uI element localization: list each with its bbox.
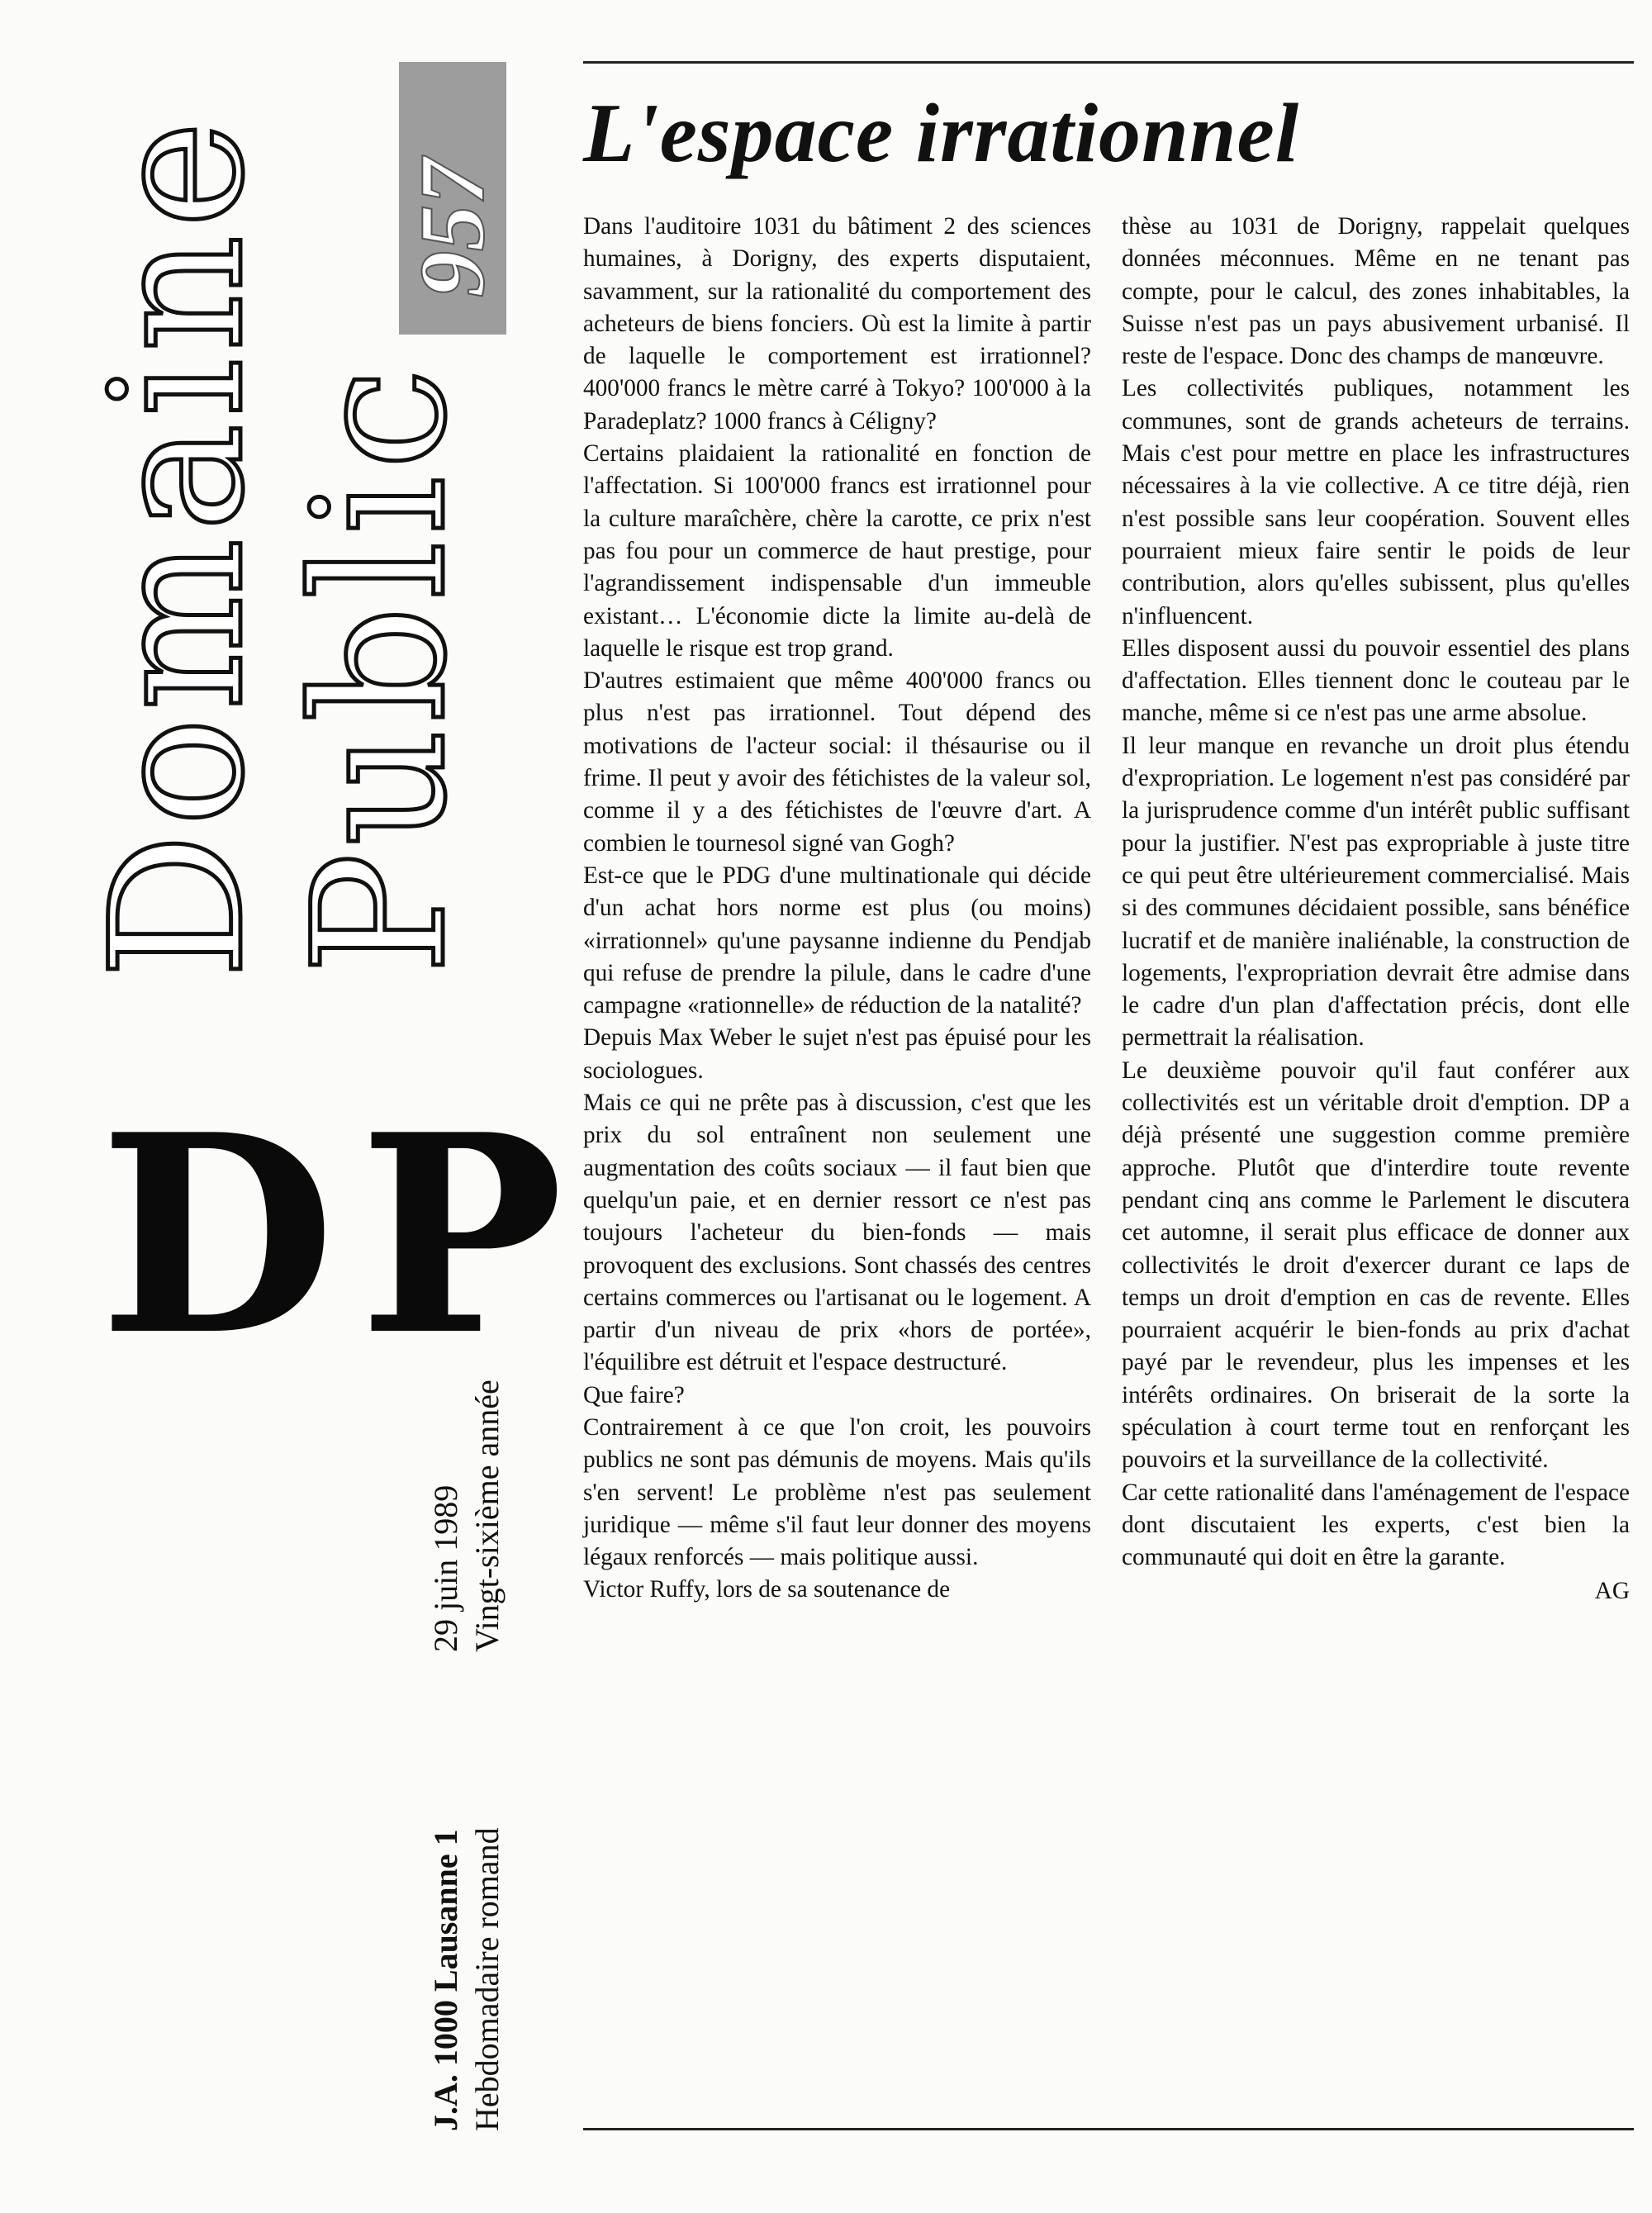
paragraph: Le deuxième pouvoir qu'il faut conférer aux collectivités est un véritable droit d'emption. DP a déjà présenté une suggestion comme première approche. Plutôt que d'interdire toute revente pendant cinq ans comme le Parlement le discutera cet automne, il serait plus efficace de donner aux collectivités le droit d'exercer durant ce laps de temps un droit d'emption en cas de revente. Elles pourraient acquérir le bien-fonds au prix d'achat payé par le revendeur, plus les impenses et les intérêts ordinaires. On briserait de la sorte la spéculation à court terme tout en renforçant les pouvoirs et la surveillance de la collectivité. [1122,1057,1630,1474]
paragraph: Dans l'auditoire 1031 du bâtiment 2 des sciences humaines, à Dorigny, des experts disputaient, savamment, sur la rationalité du comportement des acheteurs de biens fonciers. Où est la limite à partir de laquelle le comportement est irrationnel? 400'000 francs le mètre carré à Tokyo? 100'000 à la Paradeplatz? 1000 francs à Céligny? [583,213,1091,435]
paragraph: Est-ce que le PDG d'une multinationale qui décide d'un achat hors norme est plus (ou moins) «irrationnel» qu'une paysanne indienne du Pendjab qui refuse de prendre la pilule, dans le cadre d'une campagne «rationnelle» de réduction de la natalité? [583,862,1091,1019]
paragraph: Depuis Max Weber le sujet n'est pas épuisé pour les sociologues. [583,1024,1091,1084]
dp-logo: DP [99,1075,587,1395]
article-column-1 [583,211,1091,1607]
paragraph: Victor Ruffy, lors de sa soutenance de [583,1576,951,1603]
paragraph: Contrairement à ce que l'on croit, les pouvoirs publics ne sont pas démunis de moyens. Mais qu'ils s'en servent! Le problème n'est pas seulement juridique — même s'il faut leur donner des moyens légaux renforcés — mais politique aussi. [583,1413,1091,1571]
paragraph: thèse au 1031 de Dorigny, rappelait quelques données méconnues. Même en ne tenant pas compte, pour le calcul, des zones inhabitables, la Suisse n'est pas un pays abusivement urbanisé. Il reste de l'espace. Donc des champs de manœuvre. [1122,213,1630,370]
paragraph: Car cette rationalité dans l'aménagement de l'espace dont discutaient les experts, c'est bien la communauté qui doit en être la garante. [1122,1479,1630,1571]
paragraph: Les collectivités publiques, notamment les communes, sont de grands acheteurs de terrains. Mais c'est pour mettre en place les infrastructures nécessaires à la vie collective. A ce titre déjà, rien n'est possible sans leur coopération. Souvent elles pourraient mieux faire sentir le poids de leur contribution, alors qu'elles subissent, plus qu'elles n'influencent. [1122,375,1630,629]
issue-date: 29 juin 1989 [427,1484,464,1652]
paragraph: Certains plaidaient la rationalité en fonction de l'affectation. Si 100'000 francs est irrationnel pour la culture maraîchère, chère la carotte, ce prix n'est pas fou pour un commerce de haut prestige, pour l'agrandissement indispensable d'un immeuble existant… L'économie dicte la limite au-delà de laquelle le risque est trop grand. [583,440,1091,662]
top-divider [583,61,1634,64]
paragraph: D'autres estimaient que même 400'000 francs ou plus n'est pas irrationnel. Tout dépend des motivations de l'acteur social: il thésaurise ou il frime. Il peut y avoir des fétichistes de la valeur sol, comme il y a des fétichistes de l'œuvre d'art. A combien le tournesol signé van Gogh? [583,667,1091,857]
paragraph: Elles disposent aussi du pouvoir essentiel des plans d'affectation. Elles tiennent donc le couteau par le manche, même si ce n'est pas une arme absolue. [1122,634,1630,727]
article-title: L'espace irrationnel [583,87,1300,180]
author-signature: AG [1594,1578,1630,1605]
publication-type: Hebdomadaire romand [468,1827,506,2131]
masthead-public: Public [274,361,486,975]
paragraph: Que faire? [583,1381,685,1408]
issue-number: 957 [401,159,504,297]
postal-mark: J.A. 1000 Lausanne 1 [427,1829,464,2131]
publication-year: Vingt-sixième année [468,1380,506,1652]
article-column-2 [1122,211,1630,1608]
paragraph: Mais ce qui ne prête pas à discussion, c'est que les prix du sol entraînent non seulement une augmentation des coûts sociaux — il faut bien que quelqu'un paie, et en dernier ressort ce n'est pas toujours l'acheteur du bien-fonds — mais provoquent des exclusions. Sont chassés des centres certains commerces ou l'artisanat ou le logement. A partir d'un niveau de prix «hors de portée», l'équilibre est détruit et l'espace destructuré. [583,1090,1091,1376]
bottom-divider [583,2128,1634,2130]
masthead-domaine: Domaine [72,114,283,979]
paragraph: Il leur manque en revanche un droit plus étendu d'expropriation. Le logement n'est pas considéré par la jurisprudence comme d'un intérêt public suffisant pour la justifier. N'est pas expropriable à juste titre ce qui peut être ultérieurement commercialisé. Mais si des communes décidaient possible, sans bénéfice lucratif et de manière inaliénable, la construction de logements, l'expropriation devrait être admise dans le cadre d'un plan d'affectation précis, dont elle permettrait la réalisation. [1122,732,1630,1052]
